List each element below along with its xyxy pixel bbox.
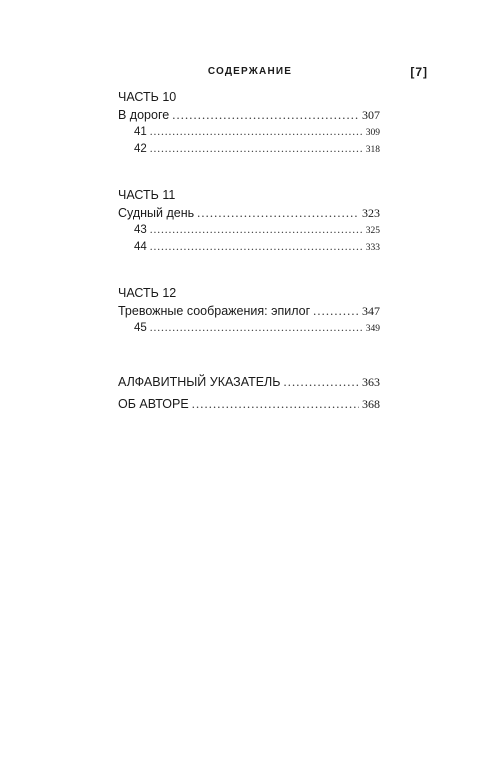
part-label: ЧАСТЬ 11	[118, 188, 176, 202]
chapter-page: 318	[365, 145, 380, 155]
dot-leader	[192, 393, 359, 415]
table-of-contents	[118, 88, 380, 415]
dot-leader	[283, 371, 359, 393]
toc-entry	[118, 204, 380, 222]
chapter-number: 43	[134, 224, 147, 236]
toc-chapter	[118, 320, 380, 337]
chapter-number: 41	[134, 126, 147, 138]
dot-leader	[150, 222, 363, 239]
chapter-number: 42	[134, 143, 147, 155]
dot-leader	[150, 320, 363, 337]
dot-leader	[150, 124, 363, 141]
about-author-title: ОБ АВТОРЕ	[118, 397, 189, 411]
toc-back-matter	[118, 371, 380, 415]
part-label: ЧАСТЬ 10	[118, 90, 177, 104]
dot-leader	[313, 302, 359, 320]
entry-title: Тревожные соображения: эпилог	[118, 304, 311, 318]
entry-title: Судный день	[118, 206, 195, 220]
index-title: АЛФАВИТНЫЙ УКАЗАТЕЛЬ	[118, 375, 281, 389]
toc-entry	[118, 106, 380, 124]
chapter-number: 45	[134, 322, 147, 334]
index-page: 363	[362, 375, 380, 389]
toc-chapter	[118, 124, 380, 141]
page-number: [7]	[410, 65, 428, 79]
toc-part	[118, 284, 380, 337]
toc-chapter	[118, 239, 380, 256]
toc-entry	[118, 371, 380, 393]
toc-part	[118, 186, 380, 256]
entry-page: 323	[362, 206, 380, 220]
toc-entry	[118, 393, 380, 415]
entry-page: 307	[362, 108, 380, 122]
part-label: ЧАСТЬ 12	[118, 286, 177, 300]
chapter-page: 325	[365, 226, 380, 236]
chapter-page: 333	[365, 243, 380, 253]
page-title: СОДЕРЖАНИЕ	[207, 66, 293, 77]
dot-leader	[197, 204, 359, 222]
toc-part	[118, 88, 380, 158]
entry-page: 347	[362, 304, 380, 318]
entry-title: В дороге	[118, 108, 170, 122]
dot-leader	[172, 106, 359, 124]
running-head	[0, 66, 500, 82]
toc-chapter	[118, 222, 380, 239]
about-author-page: 368	[362, 397, 380, 411]
dot-leader	[150, 141, 363, 158]
chapter-number: 44	[134, 241, 147, 253]
chapter-page: 309	[365, 128, 380, 138]
toc-entry	[118, 302, 380, 320]
chapter-page: 349	[365, 324, 380, 334]
dot-leader	[150, 239, 363, 256]
toc-chapter	[118, 141, 380, 158]
